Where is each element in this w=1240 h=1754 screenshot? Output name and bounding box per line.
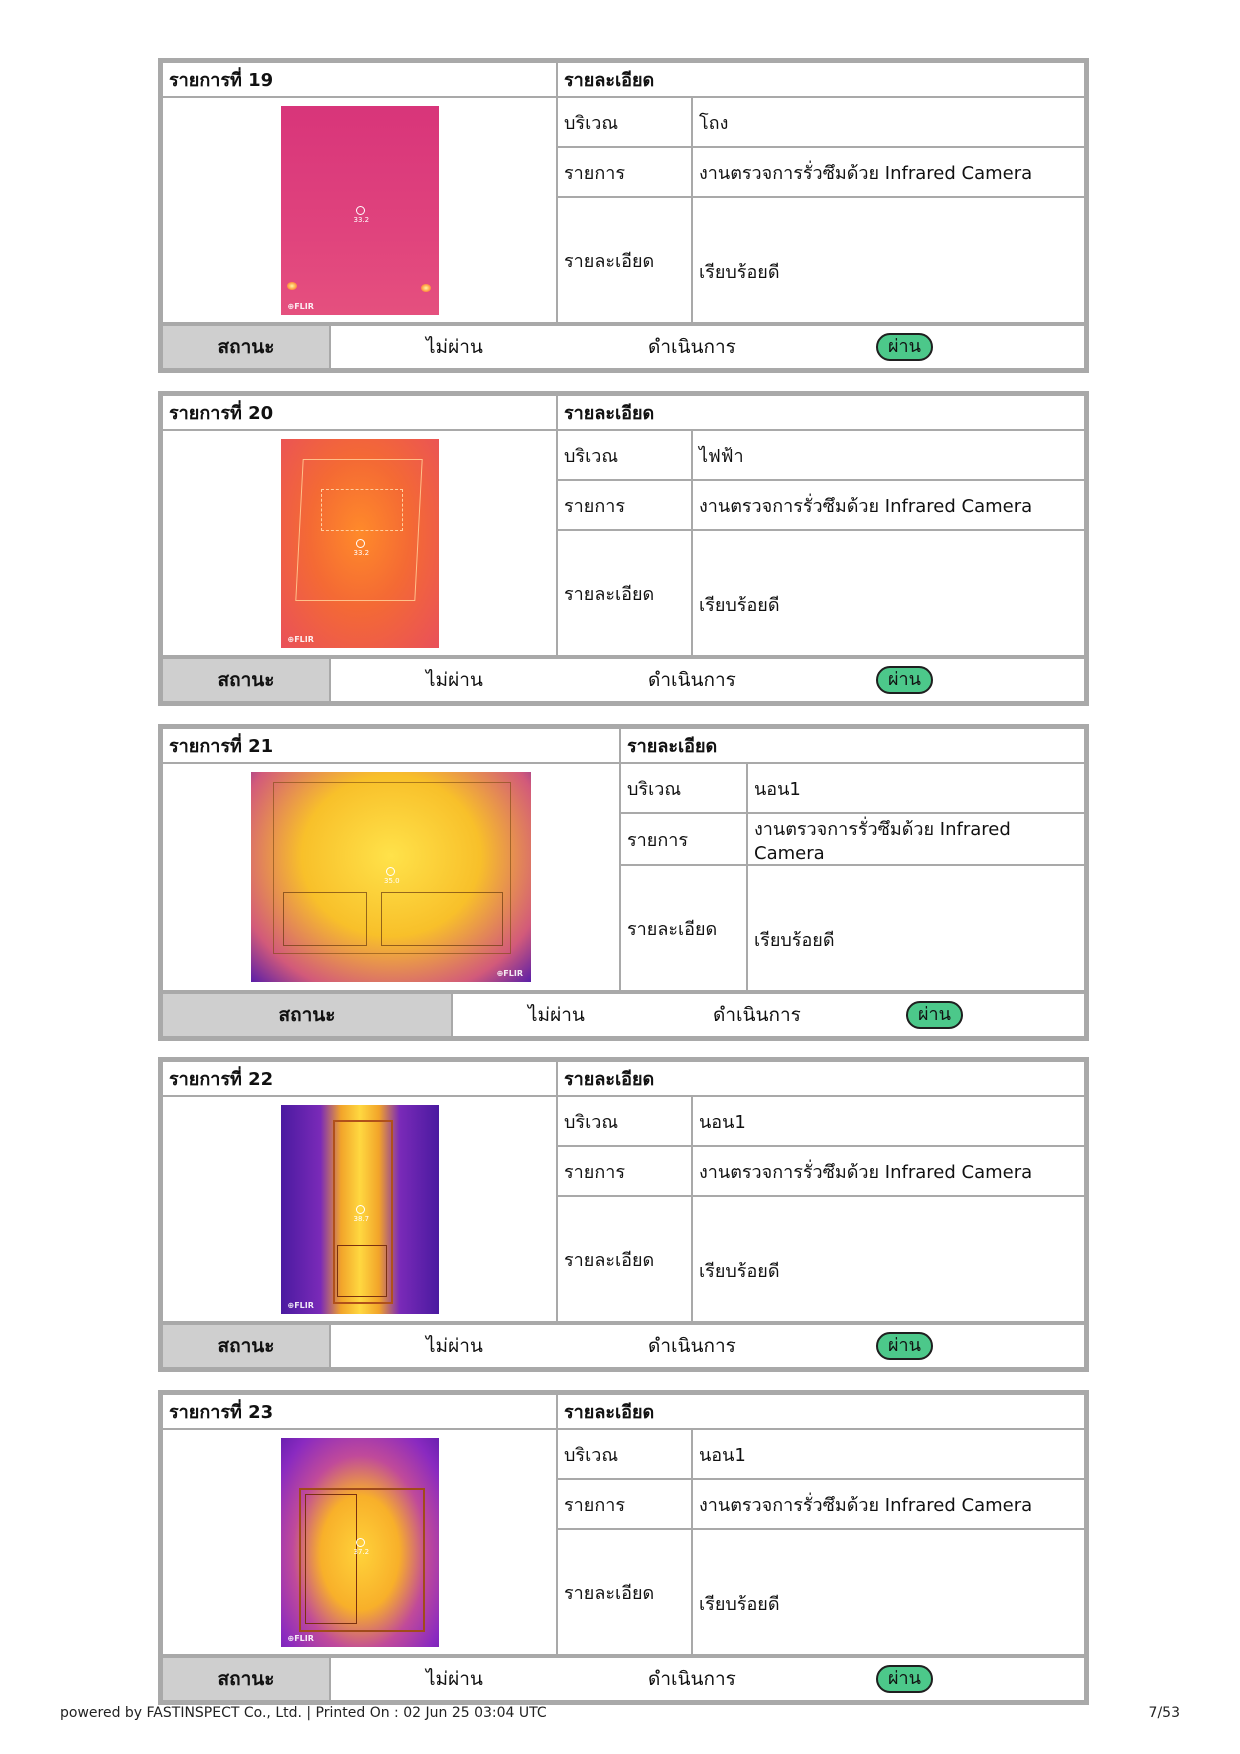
flir-logo: ⊕FLIR — [496, 969, 523, 978]
details-header: รายละเอียด — [557, 62, 1085, 97]
thermal-photo-cell — [162, 430, 557, 656]
status-pass-badge[interactable]: ผ่าน — [906, 1001, 963, 1029]
details-header: รายละเอียด — [557, 395, 1085, 430]
details-header: รายละเอียด — [557, 1061, 1085, 1096]
details-value: เรียบร้อยดี — [692, 1529, 1085, 1655]
item-number: 21 — [248, 736, 274, 757]
task-label: รายการ — [557, 1146, 692, 1196]
area-value: นอน1 — [692, 1429, 1085, 1479]
status-in-progress[interactable]: ดำเนินการ — [648, 669, 736, 691]
item-label: รายการที่ — [169, 1402, 242, 1423]
status-pass-badge[interactable]: ผ่าน — [876, 666, 933, 694]
item-number-cell — [162, 1394, 557, 1429]
status-options — [330, 658, 1085, 702]
footer-page-number: 7/53 — [1148, 1705, 1180, 1721]
task-label: รายการ — [557, 480, 692, 530]
flir-logo: ⊕FLIR — [287, 634, 314, 644]
details-header: รายละเอียด — [620, 728, 1085, 763]
details-value: เรียบร้อยดี — [692, 197, 1085, 323]
task-value: งานตรวจการรั่วซึมด้วย Infrared Camera — [692, 1479, 1085, 1529]
task-value: งานตรวจการรั่วซึมด้วย Infrared Camera — [692, 147, 1085, 197]
thermal-photo-cell — [162, 1429, 557, 1655]
status-label: สถานะ — [162, 325, 330, 369]
status-label: สถานะ — [162, 1657, 330, 1701]
area-value: นอน1 — [747, 763, 1085, 813]
item-number: 23 — [248, 1402, 274, 1423]
details-value: เรียบร้อยดี — [692, 1196, 1085, 1322]
area-label: บริเวณ — [557, 97, 692, 147]
status-fail[interactable]: ไม่ผ่าน — [528, 1004, 585, 1026]
status-options — [330, 325, 1085, 369]
item-label: รายการที่ — [169, 403, 242, 424]
task-label: รายการ — [557, 1479, 692, 1529]
status-fail[interactable]: ไม่ผ่าน — [426, 1335, 483, 1357]
details-label: รายละเอียด — [557, 1529, 692, 1655]
area-value: นอน1 — [692, 1096, 1085, 1146]
status-pass-badge[interactable]: ผ่าน — [876, 1665, 933, 1693]
status-label: สถานะ — [162, 1324, 330, 1368]
details-label: รายละเอียด — [557, 530, 692, 656]
status-options — [452, 993, 1085, 1037]
task-value: งานตรวจการรั่วซึมด้วย Infrared Camera — [692, 480, 1085, 530]
task-value: งานตรวจการรั่วซึมด้วย Infrared Camera — [692, 1146, 1085, 1196]
flir-logo: ⊕FLIR — [287, 1633, 314, 1643]
task-label: รายการ — [557, 147, 692, 197]
item-number: 19 — [248, 70, 274, 91]
inspection-card-19 — [158, 58, 1089, 373]
area-label: บริเวณ — [620, 763, 747, 813]
status-options — [330, 1657, 1085, 1701]
status-in-progress[interactable]: ดำเนินการ — [648, 1335, 736, 1357]
area-value: ไฟฟ้า — [692, 430, 1085, 480]
item-number-cell — [162, 1061, 557, 1096]
item-number-cell — [162, 728, 620, 763]
status-label: สถานะ — [162, 993, 452, 1037]
status-fail[interactable]: ไม่ผ่าน — [426, 669, 483, 691]
details-value: เรียบร้อยดี — [747, 865, 1085, 991]
details-label: รายละเอียด — [557, 1196, 692, 1322]
thermal-photo-cell — [162, 97, 557, 323]
details-label: รายละเอียด — [620, 865, 747, 991]
thermal-image[interactable]: 33.2 ⊕FLIR — [281, 106, 439, 315]
inspection-card-23 — [158, 1390, 1089, 1705]
status-fail[interactable]: ไม่ผ่าน — [426, 336, 483, 358]
details-value: เรียบร้อยดี — [692, 530, 1085, 656]
status-in-progress[interactable]: ดำเนินการ — [648, 336, 736, 358]
task-label: รายการ — [620, 813, 747, 865]
flir-logo: ⊕FLIR — [287, 1300, 314, 1310]
item-number-cell — [162, 395, 557, 430]
item-number-cell — [162, 62, 557, 97]
footer-printed-info: powered by FASTINSPECT Co., Ltd. | Printed On : 02 Jun 25 03:04 UTC — [60, 1705, 547, 1721]
item-number: 22 — [248, 1069, 274, 1090]
details-label: รายละเอียด — [557, 197, 692, 323]
task-value: งานตรวจการรั่วซึมด้วย Infrared Camera — [747, 813, 1085, 865]
status-in-progress[interactable]: ดำเนินการ — [713, 1004, 801, 1026]
status-options — [330, 1324, 1085, 1368]
area-label: บริเวณ — [557, 1096, 692, 1146]
thermal-image[interactable]: 38.7 ⊕FLIR — [281, 1105, 439, 1314]
inspection-card-20 — [158, 391, 1089, 706]
item-label: รายการที่ — [169, 736, 242, 757]
status-pass-badge[interactable]: ผ่าน — [876, 1332, 933, 1360]
thermal-image[interactable]: 33.2 ⊕FLIR — [281, 439, 439, 648]
details-header: รายละเอียด — [557, 1394, 1085, 1429]
status-label: สถานะ — [162, 658, 330, 702]
inspection-card-22 — [158, 1057, 1089, 1372]
status-fail[interactable]: ไม่ผ่าน — [426, 1668, 483, 1690]
area-label: บริเวณ — [557, 1429, 692, 1479]
status-pass-badge[interactable]: ผ่าน — [876, 333, 933, 361]
area-label: บริเวณ — [557, 430, 692, 480]
flir-logo: ⊕FLIR — [287, 301, 314, 311]
item-label: รายการที่ — [169, 1069, 242, 1090]
area-value: โถง — [692, 97, 1085, 147]
thermal-photo-cell — [162, 1096, 557, 1322]
thermal-photo-cell — [162, 763, 620, 991]
thermal-image[interactable]: 37.2 ⊕FLIR — [281, 1438, 439, 1647]
item-number: 20 — [248, 403, 274, 424]
thermal-image[interactable]: 35.0 ⊕FLIR — [251, 772, 531, 982]
status-in-progress[interactable]: ดำเนินการ — [648, 1668, 736, 1690]
item-label: รายการที่ — [169, 70, 242, 91]
inspection-card-21 — [158, 724, 1089, 1041]
